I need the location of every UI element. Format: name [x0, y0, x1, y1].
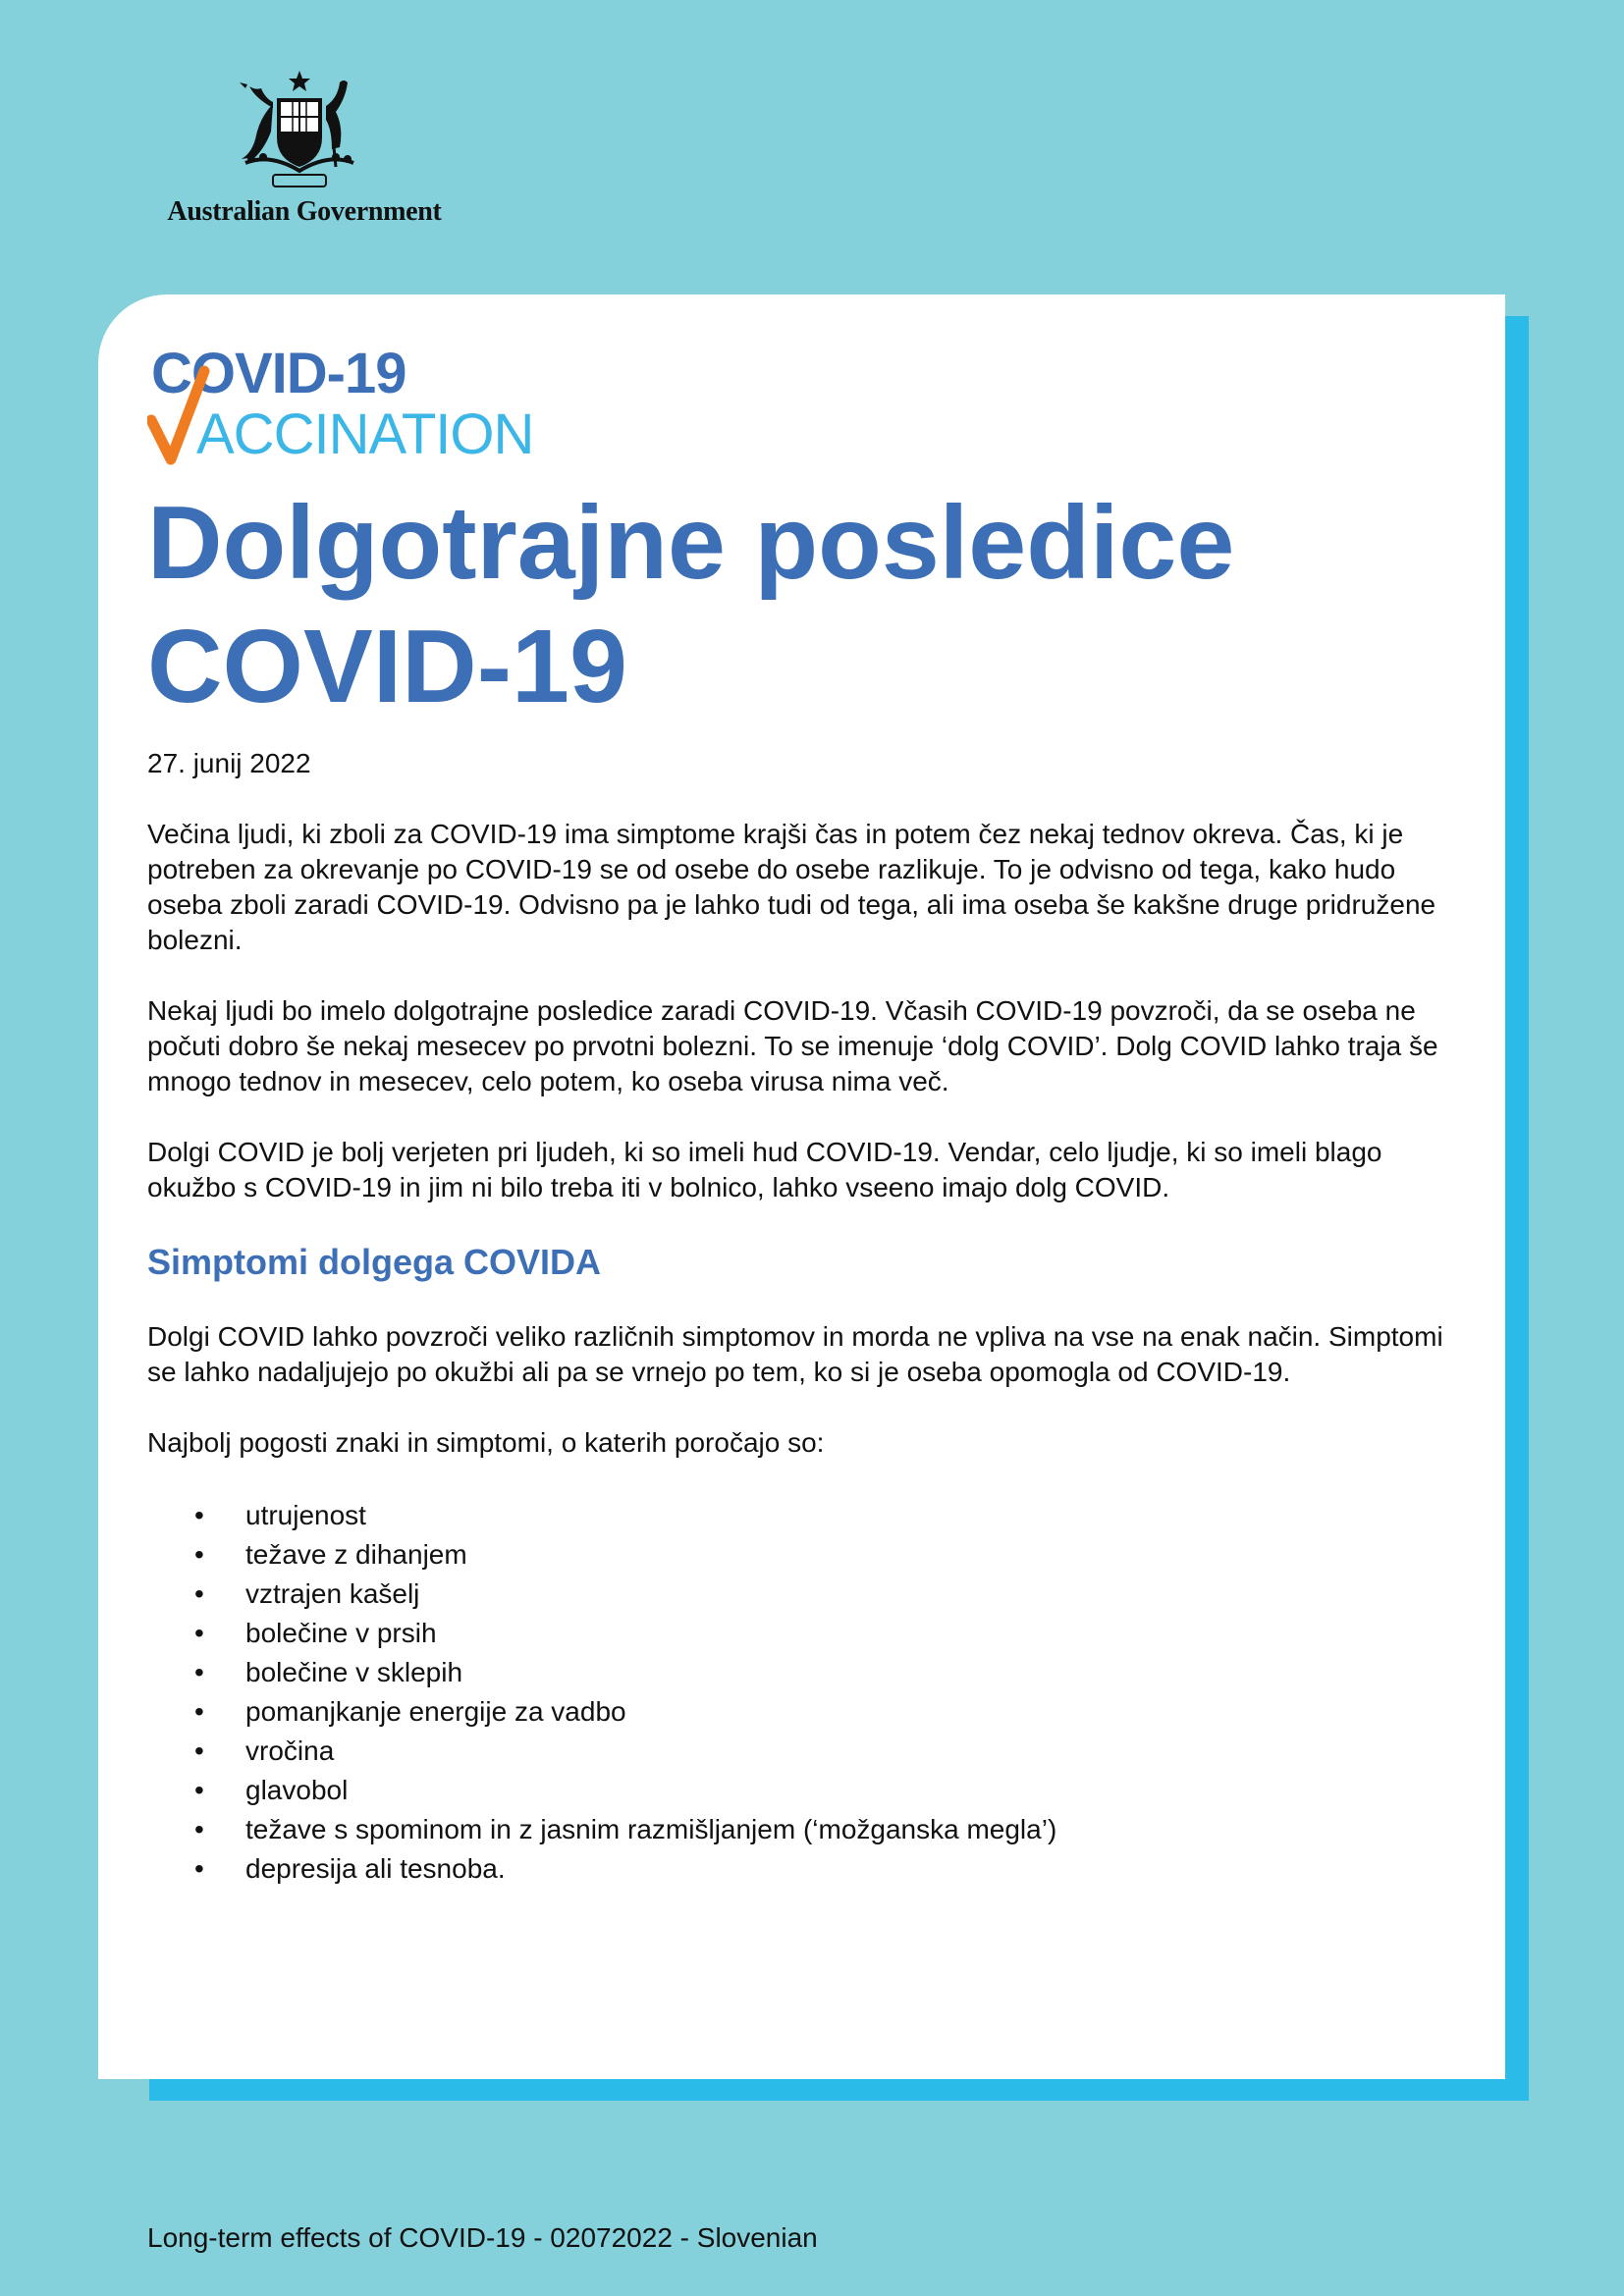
- paragraph-1: Večina ljudi, ki zboli za COVID-19 ima simptome krajši čas in potem čez nekaj tednov okreva. Čas, ki je potreben za okrevanje po COVID-19 se od osebe do osebe razlikuje. To je odvisno od tega, kako hudo oseba zboli zaradi COVID-19. Odvisno pa je lahko tudi od tega, ali ima oseba še kakšne druge pridružene bolezni.: [147, 819, 1436, 955]
- document-body: [147, 746, 1473, 1889]
- list-item: • depresija ali tesnoba.: [147, 1849, 1473, 1889]
- list-item: • glavobol: [147, 1771, 1473, 1810]
- coat-of-arms-icon: [216, 69, 383, 196]
- list-item: • bolečine v sklepih: [147, 1653, 1473, 1692]
- list-item: • pomanjkanje energije za vadbo: [147, 1692, 1473, 1732]
- list-item: • utrujenost: [147, 1496, 1473, 1535]
- government-name: Australian Government: [167, 196, 442, 227]
- paragraph-2: Nekaj ljudi bo imelo dolgotrajne posledice zaradi COVID-19. Včasih COVID-19 povzroči, da se oseba ne počuti dobro še nekaj mesecev po prvotni bolezni. To se imenuje ‘dolg COVID’. Dolg COVID lahko traja še mnogo tednov in mesecev, celo potem, ko oseba virusa nima več.: [147, 995, 1438, 1096]
- list-item: • težave s spominom in z jasnim razmišljanjem (‘možganska megla’): [147, 1810, 1473, 1849]
- logo-line2: ACCINATION: [196, 402, 534, 466]
- symptoms-list: [147, 1496, 1473, 1889]
- section-heading: Simptomi dolgega COVIDA: [147, 1242, 602, 1282]
- list-item: • vztrajen kašelj: [147, 1575, 1473, 1614]
- list-item: • bolečine v prsih: [147, 1614, 1473, 1653]
- paragraph-3: Dolgi COVID je bolj verjeten pri ljudeh, ki so imeli hud COVID-19. Vendar, celo ljudje, ki so imeli blago okužbo s COVID-19 in jim ni bilo treba iti v bolnico, lahko vseeno imajo dolg COVID.: [147, 1137, 1382, 1202]
- government-logo: [147, 69, 461, 236]
- list-item: • težave z dihanjem: [147, 1535, 1473, 1575]
- symptoms-list-intro: Najbolj pogosti znaki in simptomi, o katerih poročajo so:: [147, 1427, 825, 1458]
- symptoms-intro: Dolgi COVID lahko povzroči veliko različnih simptomov in morda ne vpliva na vse na enak način. Simptomi se lahko nadaljujejo po okužbi ali pa se vrnejo po tem, ko si je oseba opomogla od COVID-19.: [147, 1321, 1443, 1387]
- covid-vaccination-logo: [147, 344, 599, 466]
- list-item: • vročina: [147, 1732, 1473, 1771]
- page-title: Dolgotrajne posledice COVID-19: [147, 485, 1235, 724]
- logo-line1: COVID-19: [151, 344, 406, 405]
- page-footer: Long-term effects of COVID-19 - 02072022 - Slovenian: [147, 2222, 818, 2253]
- document-date: 27. junij 2022: [147, 748, 311, 778]
